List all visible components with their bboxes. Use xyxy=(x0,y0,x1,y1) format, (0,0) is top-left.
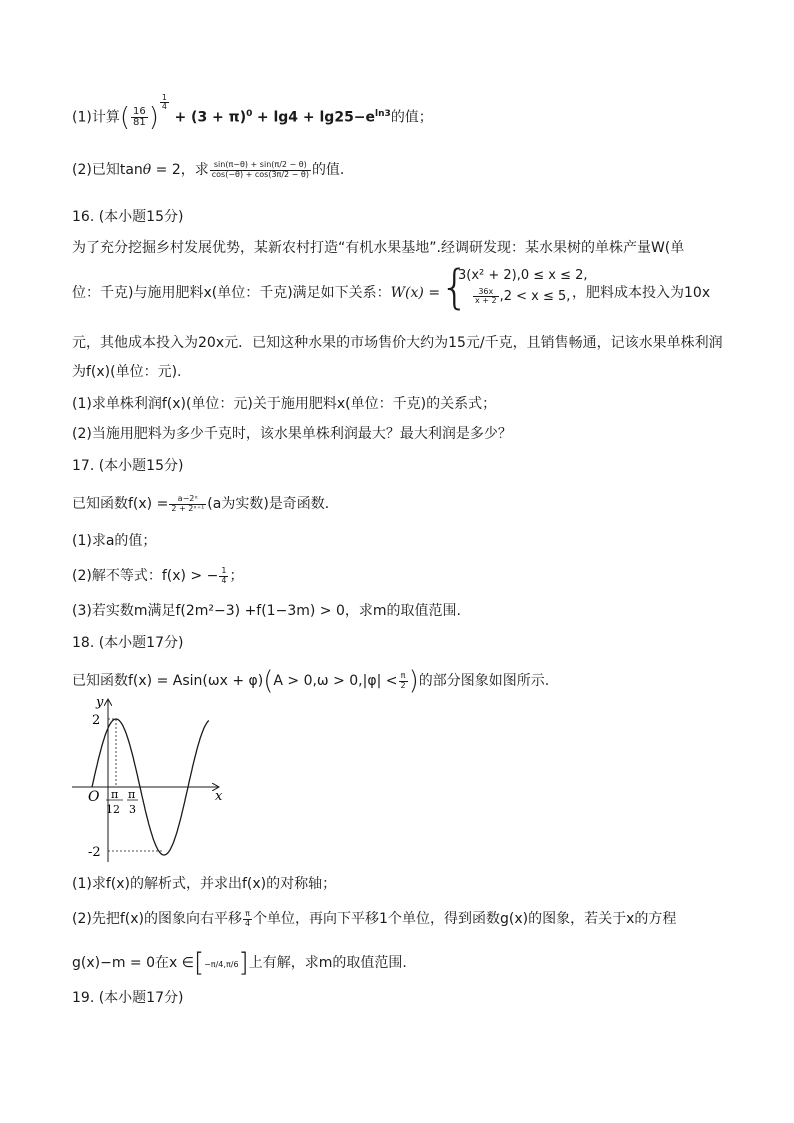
tick2-num: π xyxy=(128,788,136,801)
y-axis-label: y xyxy=(96,695,104,710)
q16-brace: { xyxy=(440,260,470,314)
q17-sub1: (1)求a的值； xyxy=(72,533,157,549)
q15-p2-label: (2)已知tan xyxy=(72,162,143,178)
q16-case2 xyxy=(472,287,570,307)
q15-p1-exp-num: 1 xyxy=(161,93,167,102)
tick1-num: π xyxy=(111,788,119,801)
q15-p1-rest: + (3 + π) xyxy=(174,109,247,126)
q16-line3: 元，其他成本投入为20x元．已知这种水果的市场售价大约为15元/千克，且销售畅通，记该水果单株利润 xyxy=(72,335,723,351)
q15-p2-den: cos(−θ) + cos(3π/2 − θ) xyxy=(211,169,309,179)
q15-p1-fraction xyxy=(131,107,148,129)
q17-sub2 xyxy=(72,566,243,586)
q18-stem-two: 2 xyxy=(400,680,406,690)
q15-p1-den: 81 xyxy=(133,117,146,129)
origin-label: O xyxy=(88,789,100,805)
q17-sub2-fraction xyxy=(219,567,228,585)
q17-stem-den: 2 + 2ˣ⁺¹ xyxy=(171,503,205,513)
q15-p1-label: (1)计算 xyxy=(72,109,120,126)
q18-sub1: (1)求f(x)的解析式，并求出f(x)的对称轴； xyxy=(72,876,337,892)
q18-sub2-line1 xyxy=(72,909,676,929)
tick1-den: 12 xyxy=(106,803,120,816)
q16-line4: 为f(x)(单位：元). xyxy=(72,364,182,380)
q15-p1-exponent xyxy=(160,94,169,112)
q15-p2-theta: θ xyxy=(142,162,152,178)
q19-title: 19. (本小题17分) xyxy=(72,990,184,1006)
q15-p1-end: 的值； xyxy=(390,109,433,126)
q15-p1-exp-den: 4 xyxy=(161,102,167,112)
y-max-label: 2 xyxy=(92,713,101,728)
q15-p2-end: 的值. xyxy=(311,162,345,178)
q17-sub2-a: (2)解不等式：f(x) > − xyxy=(72,568,219,584)
q16-case2-rest: ,2 < x ≤ 5, xyxy=(499,289,571,304)
q16-case1: 3(x² + 2),0 ≤ x ≤ 2, xyxy=(458,268,588,283)
q15-p2-num: sin(π−θ) + sin(π/2 − θ) xyxy=(210,161,311,170)
q16-line1: 为了充分挖掘乡村发展优势，某新农村打造“有机水果基地”.经调研发现：某水果树的单株产量W(单 xyxy=(72,240,685,256)
q15-p1-ln: ln3 xyxy=(375,109,391,119)
q18-sub2-b: 个单位，再向下平移1个单位，得到函数g(x)的图象，若关于x的方程 xyxy=(253,911,677,927)
q18-stem-cond: A > 0,ω > 0,|φ| < xyxy=(273,673,398,689)
q18-sub2-fraction xyxy=(243,910,252,928)
q17-title: 17. (本小题15分) xyxy=(72,458,184,474)
q15-part1: (1)计算( $\frac{16}{81}$ ) $\frac{1}{4}$ + $(3 + \pi)^0 + \lg 4 + \lg 25-e^{ln3}$的值； xyxy=(72,93,433,133)
q18-sub2-four: 4 xyxy=(244,918,251,928)
q17-stem-fraction xyxy=(169,495,206,513)
q16-case2-num: 36x xyxy=(473,288,499,297)
q15-part2 xyxy=(72,160,344,180)
q16-sub1: (1)求单株利润f(x)(单位：元)关于施用肥料x(单位：千克)的关系式； xyxy=(72,396,497,412)
q16-line2b: ，肥料成本投入为10x xyxy=(572,285,711,301)
q17-stem-num: a−2ˣ xyxy=(169,495,206,504)
q15-p1-zero: 0 xyxy=(246,109,253,119)
tick2-den: 3 xyxy=(129,803,136,816)
q18-stem: 已知函数f(x) = Asin(ωx + φ)(A > 0,ω > 0,|φ| < $\frac{\pi}{2}$ )的部分图象如图所示. xyxy=(72,666,550,696)
q17-sub2-num: 1 xyxy=(221,566,227,576)
q18-sub2-d: 上有解，求m的取值范围. xyxy=(248,955,407,971)
q16-sub2: (2)当施用肥料为多少千克时，该水果单株利润最大？最大利润是多少？ xyxy=(72,426,512,442)
q15-p2-eq: = 2，求 xyxy=(155,162,209,178)
q16-line2a: 位：千克)与施用肥料x(单位：千克)满足如下关系： xyxy=(72,285,391,301)
q15-p1-rest2: + lg4 + lg25−e xyxy=(256,109,376,126)
q18-stem-b: 的部分图象如图所示. xyxy=(418,673,550,689)
q15-p2-fraction xyxy=(210,161,311,179)
q18-sub2-c: g(x)−m = 0在x ∈ xyxy=(72,955,194,971)
q15-p1-num: 16 xyxy=(133,105,146,117)
q18-stem-pi: π xyxy=(399,672,408,681)
x-axis-label: x xyxy=(215,789,223,804)
q18-sub2-pi: π xyxy=(243,910,252,919)
q18-sub2-line2: g(x)−m = 0在x ∈[−π/4,π/6]上有解，求m的取值范围. xyxy=(72,948,407,978)
q18-sub2-interval: −π/4,π/6 xyxy=(204,960,239,969)
q18-sub2-a: (2)先把f(x)的图象向右平移 xyxy=(72,911,242,927)
q18-title: 18. (本小题17分) xyxy=(72,635,184,651)
q18-stem-a: 已知函数f(x) = Asin(ωx + φ) xyxy=(72,673,264,689)
q16-line2 xyxy=(72,283,440,303)
q16-title: 16. (本小题15分) xyxy=(72,209,184,225)
q17-sub2-den: 4 xyxy=(221,575,227,585)
q18-sine-graph xyxy=(70,694,230,866)
q16-case2-fraction xyxy=(473,288,499,306)
q17-sub3: (3)若实数m满足f(2m²−3) +f(1−3m) > 0，求m的取值范围. xyxy=(72,603,461,619)
q17-sub2-b: ； xyxy=(229,568,244,584)
q18-stem-fraction xyxy=(399,672,408,690)
q17-stem-a: 已知函数f(x) = xyxy=(72,496,169,512)
q16-case2-den: x + 2 xyxy=(475,296,497,305)
q17-stem-b: (a为实数)是奇函数. xyxy=(207,496,330,512)
y-min-label: -2 xyxy=(88,845,101,860)
q16-fn: W(x) = xyxy=(390,285,441,301)
q17-stem xyxy=(72,494,329,514)
